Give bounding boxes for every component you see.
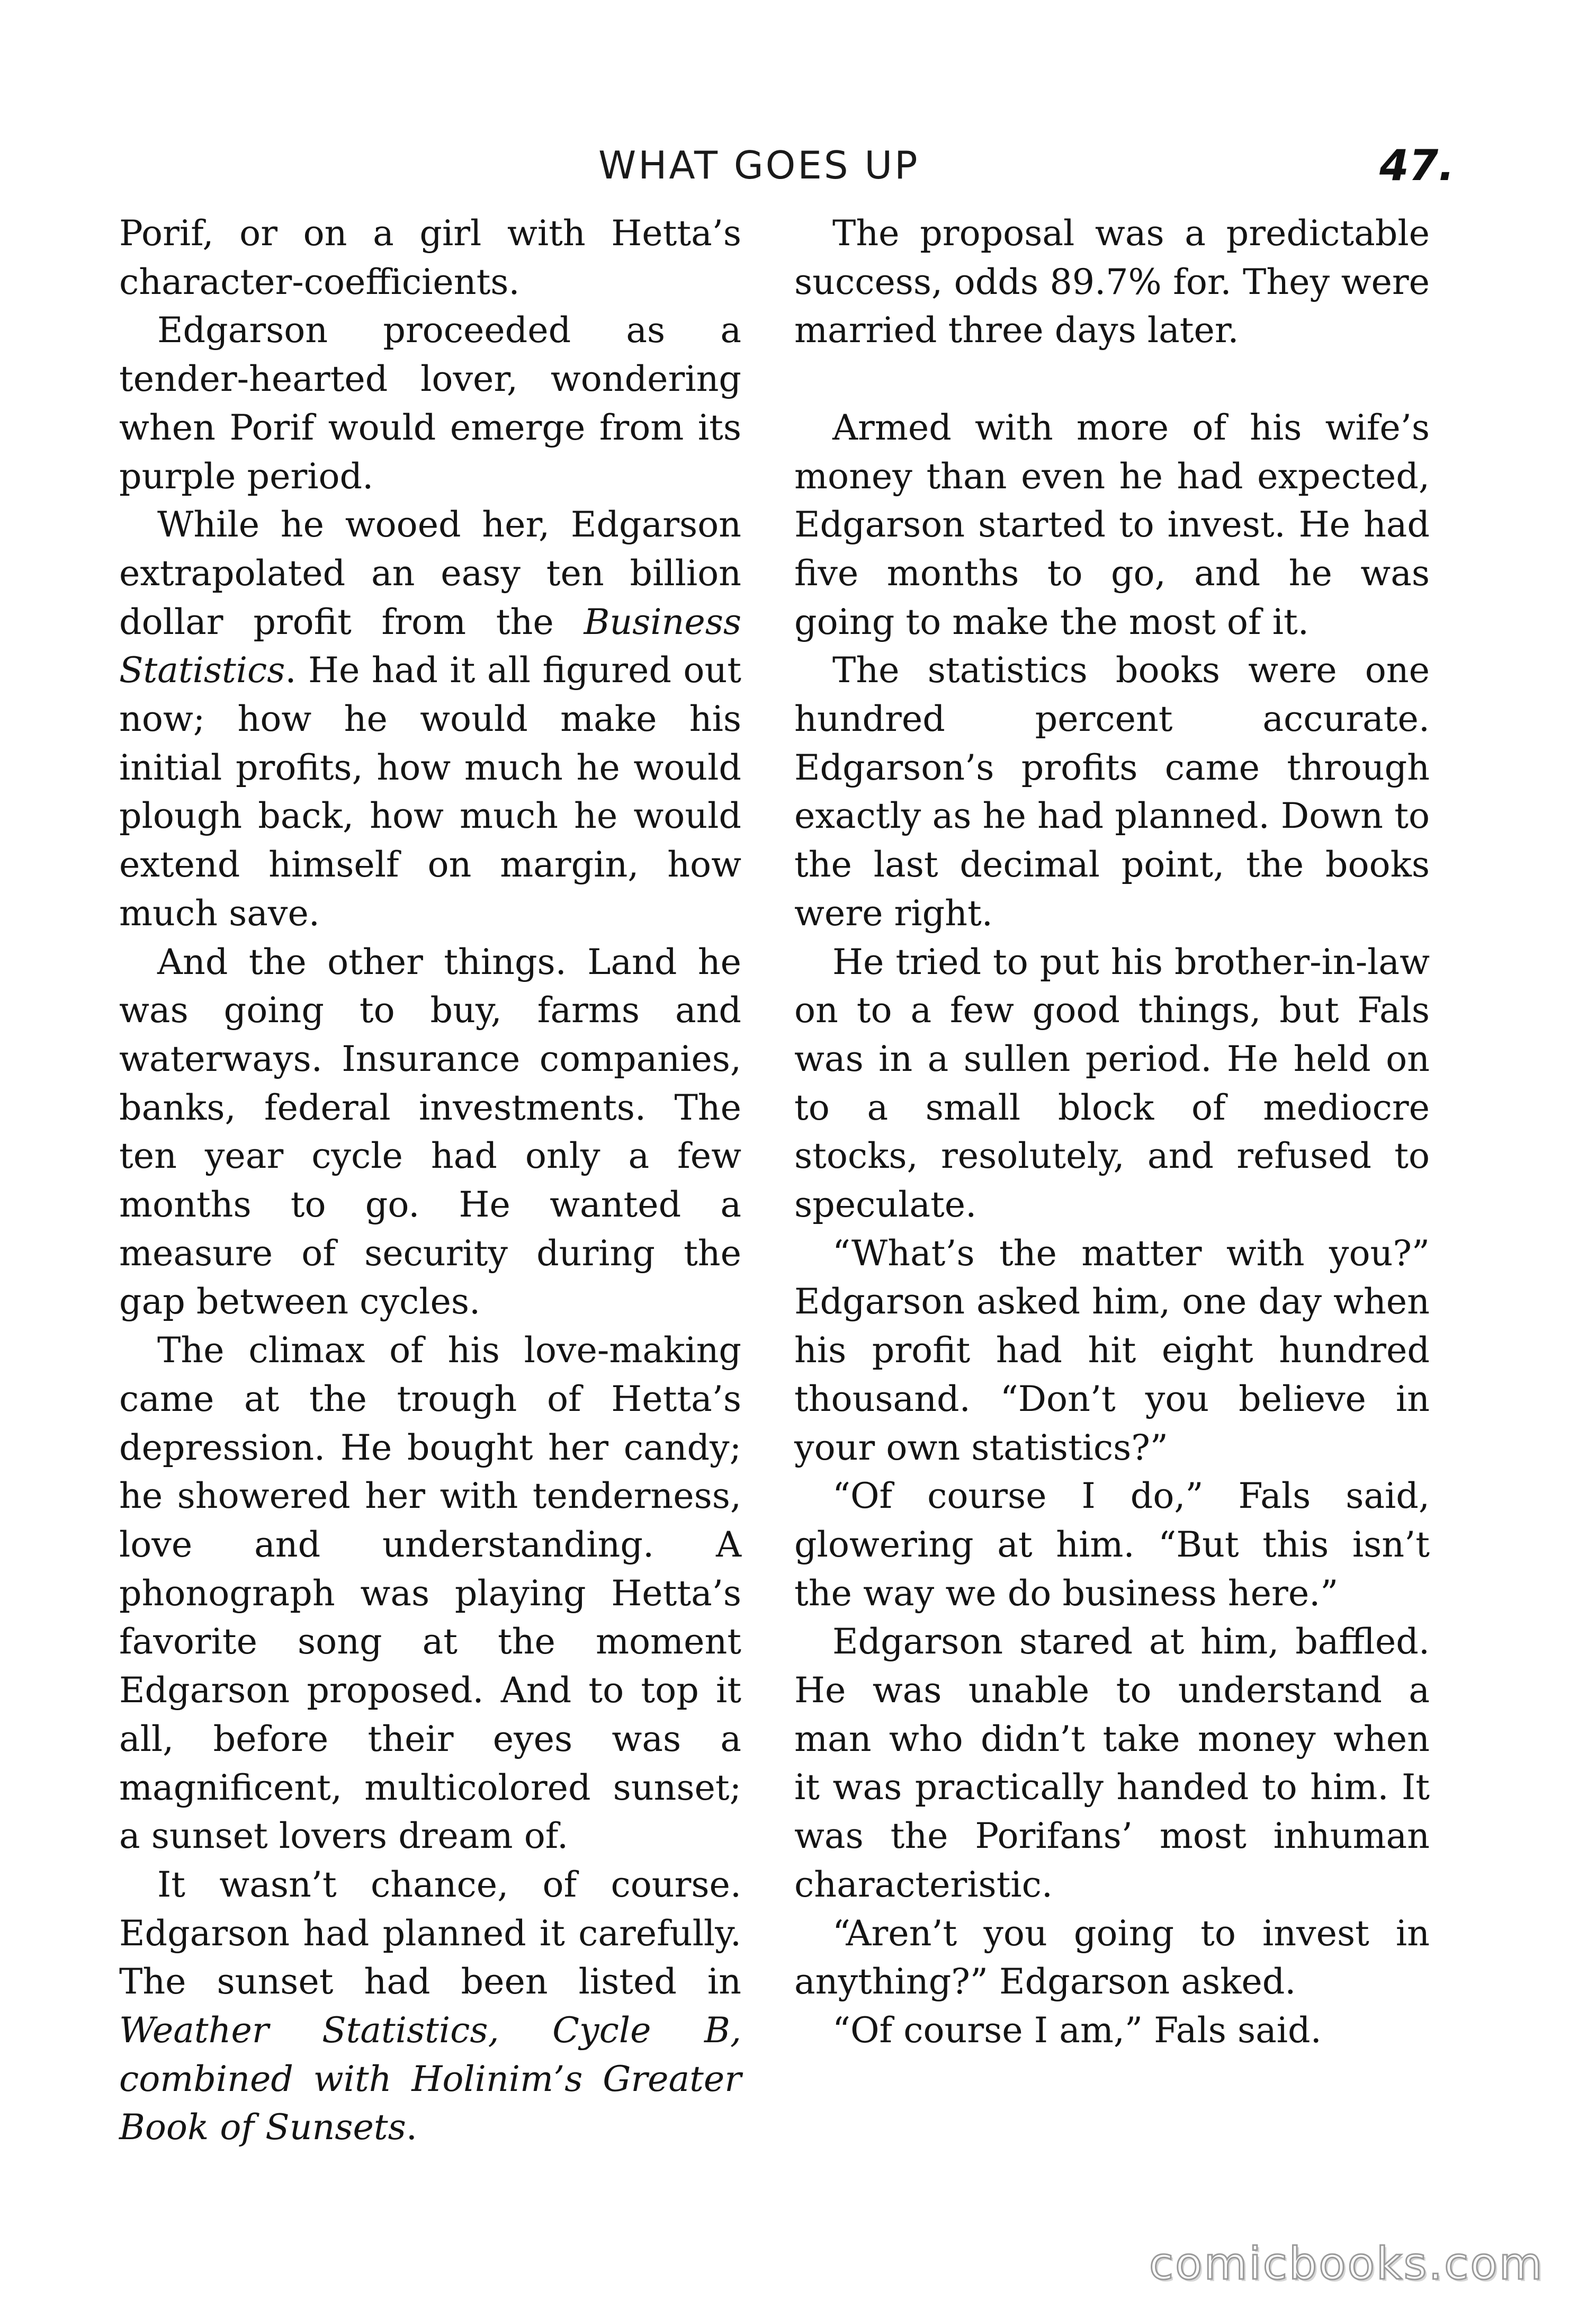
- text: It wasn’t chance, of course. Edgarson had planned it carefully. The sunset had been listed in: [119, 1863, 741, 2003]
- book-title: Weather Statistics, Cycle B, combined with Holinim’s Greater Book of Sunsets: [119, 2009, 741, 2148]
- paragraph: “What’s the matter with you?” Edgarson asked him, one day when his profit had hit eight hundred thousand. “Don’t you believe in your own statistics?”: [794, 1232, 1430, 1468]
- paragraph: Edgarson proceeded as a tender-hearted lover, wondering when Porif would emerge from its purple period.: [119, 309, 741, 497]
- paragraph: And the other things. Land he was going to buy, farms and waterways. Insurance companies, banks, federal investments. The ten year cycle had only a few months to go. He wanted a measure of security during the gap between cycles.: [119, 941, 741, 1322]
- text: . He had it all figured out now; how he would make his initial profits, how much he would plough back, how much he would extend himself on margin, how much save.: [119, 649, 741, 934]
- paragraph: Edgarson stared at him, baffled. He was unable to understand a man who didn’t take money when it was practically handed to him. It was the Porifans’ most inhuman characteristic.: [794, 1621, 1430, 1905]
- paragraph: The statistics books were one hundred percent accurate. Edgarson’s profits came through exactly as he had planned. Down to the last decimal point, the books were right.: [794, 649, 1430, 934]
- paragraph: “Aren’t you going to invest in anything?” Edgarson asked.: [794, 1912, 1430, 2003]
- text: .: [406, 2106, 417, 2148]
- paragraph: “Of course I do,” Fals said, glowering at him. “But this isn’t the way we do business here.”: [794, 1475, 1430, 1614]
- paragraph: [119, 1861, 741, 2152]
- running-head: WHAT GOES UP: [598, 143, 920, 187]
- paragraph: [119, 500, 741, 937]
- paragraph: He tried to put his brother-in-law on to a few good things, but Fals was in a sullen period. He held on to a small block of mediocre stocks, resolutely, and refused to speculate.: [794, 941, 1430, 1226]
- page-number: 47.: [1379, 141, 1455, 190]
- section-break: [794, 355, 1430, 404]
- paragraph: “Of course I am,” Fals said.: [832, 2009, 1322, 2051]
- paragraph: The climax of his love-making came at the trough of Hetta’s depression. He bought her candy; he showered her with tenderness, love and understanding. A phonograph was playing Hetta’s favorite song at the moment Edgarson proposed. And to top it all, before their eyes was a magnificent, multicolored sunset; a sunset lovers dream of.: [119, 1329, 741, 1857]
- left-column: [119, 209, 741, 2152]
- paragraph: Armed with more of his wife’s money than even he had expected, Edgarson started to invest. He had five months to go, and he was going to make the most of it.: [794, 406, 1430, 642]
- right-column: [794, 209, 1430, 2055]
- watermark: comicbooks.com: [1149, 2238, 1544, 2290]
- page-header: [0, 143, 1578, 201]
- book-title: Business Statistics: [119, 601, 741, 691]
- paragraph: Porif, or on a girl with Hetta’s character-coefficients.: [119, 212, 741, 302]
- text: While he wooed her, Edgarson extrapolated an easy ten billion dollar profit from the: [119, 504, 741, 642]
- paragraph: The proposal was a predictable success, odds 89.7% for. They were married three days later.: [794, 212, 1430, 351]
